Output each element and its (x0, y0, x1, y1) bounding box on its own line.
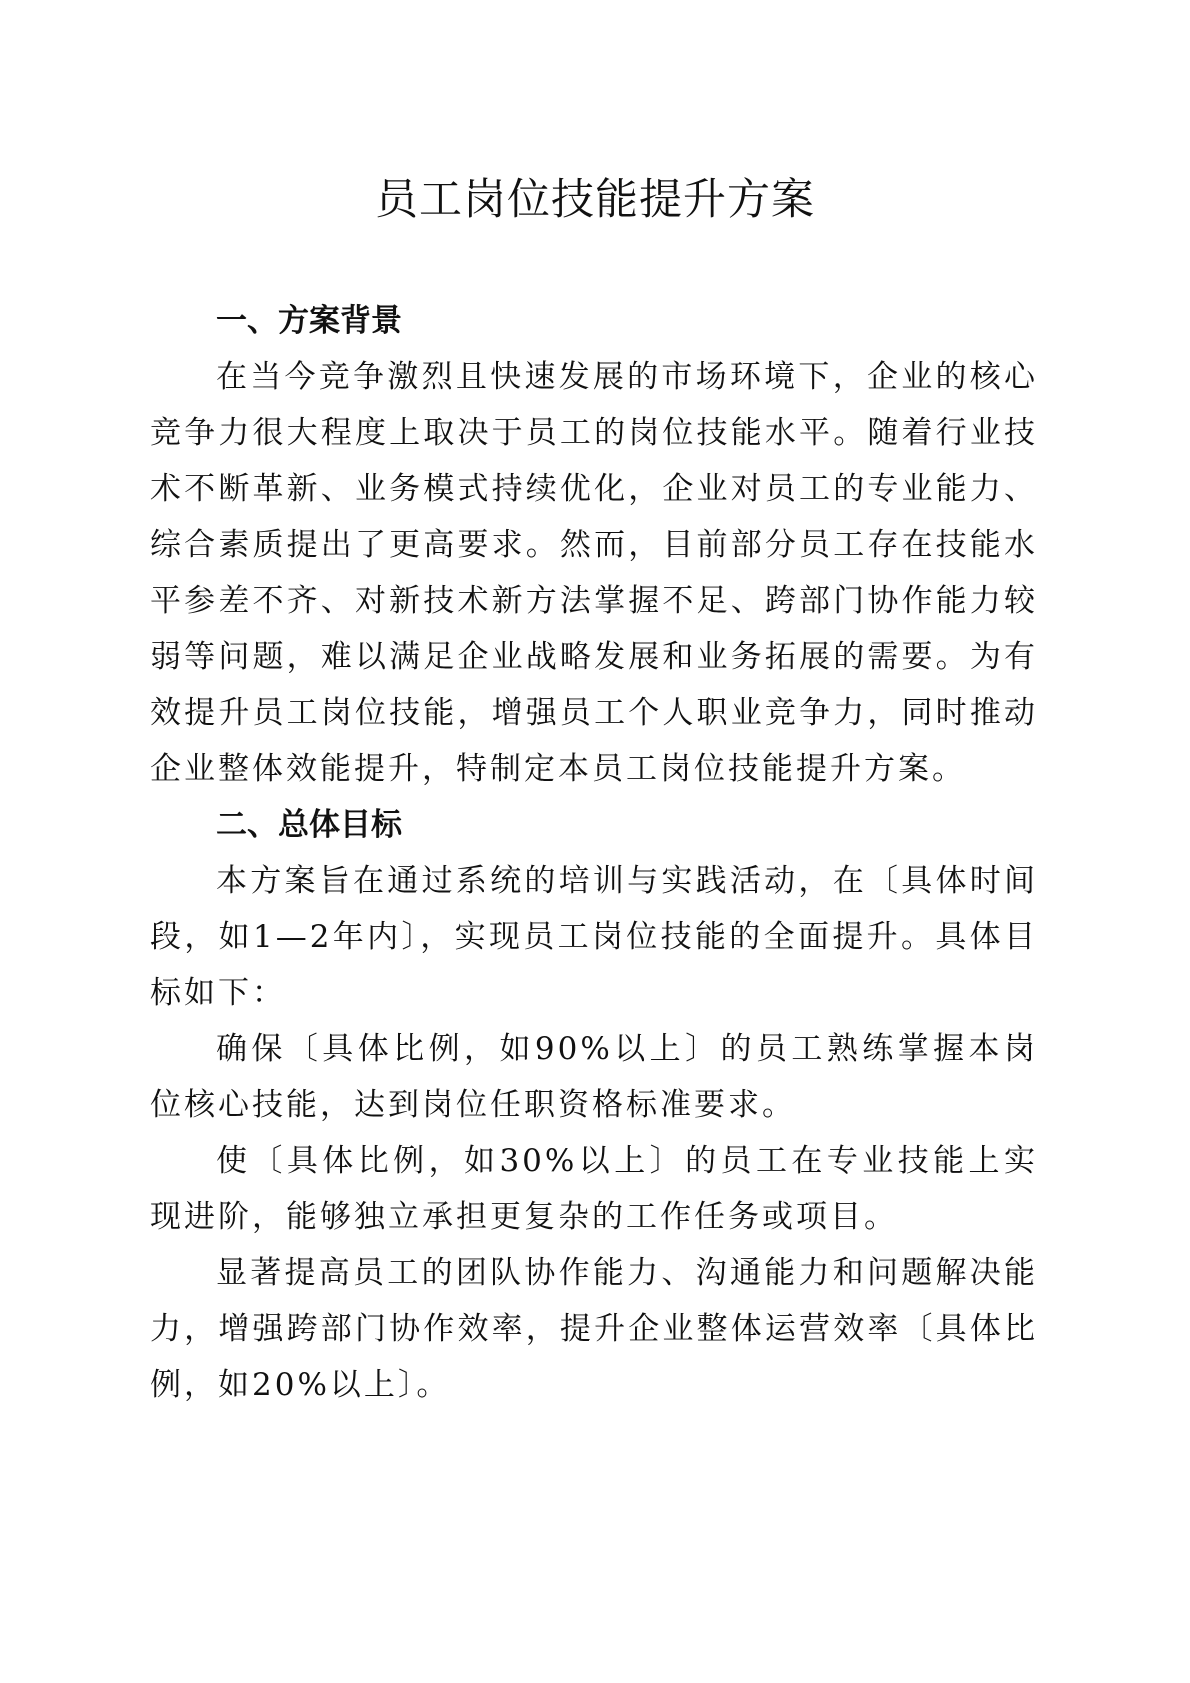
paragraph: 在当今竞争激烈且快速发展的市场环境下，企业的核心竞争力很大程度上取决于员工的岗位技能水平。随着行业技术不断革新、业务模式持续优化，企业对员工的专业能力、综合素质提出了更高要求。然而，目前部分员工存在技能水平参差不齐、对新技术新方法掌握不足、跨部门协作能力较弱等问题，难以满足企业战略发展和业务拓展的需要。为有效提升员工岗位技能，增强员工个人职业竞争力，同时推动企业整体效能提升，特制定本员工岗位技能提升方案。 (150, 359, 1038, 787)
document-title: 员工岗位技能提升方案 (375, 175, 815, 225)
paragraph: 确保〔具体比例，如90%以上〕的员工熟练掌握本岗位核心技能，达到岗位任职资格标准要求。 (150, 1031, 1038, 1123)
section-overall-goals (150, 797, 1038, 1413)
document-body (150, 293, 1038, 1413)
paragraph: 使〔具体比例，如30%以上〕的员工在专业技能上实现进阶，能够独立承担更复杂的工作任务或项目。 (150, 1143, 1038, 1235)
paragraph: 本方案旨在通过系统的培训与实践活动，在〔具体时间段，如1—2年内〕，实现员工岗位技能的全面提升。具体目标如下： (150, 863, 1038, 1011)
section-heading: 二、总体目标 (216, 807, 402, 843)
paragraph: 显著提高员工的团队协作能力、沟通能力和问题解决能力，增强跨部门协作效率，提升企业整体运营效率〔具体比例，如20%以上〕。 (150, 1255, 1038, 1403)
section-background (150, 293, 1038, 797)
section-heading: 一、方案背景 (216, 303, 402, 339)
